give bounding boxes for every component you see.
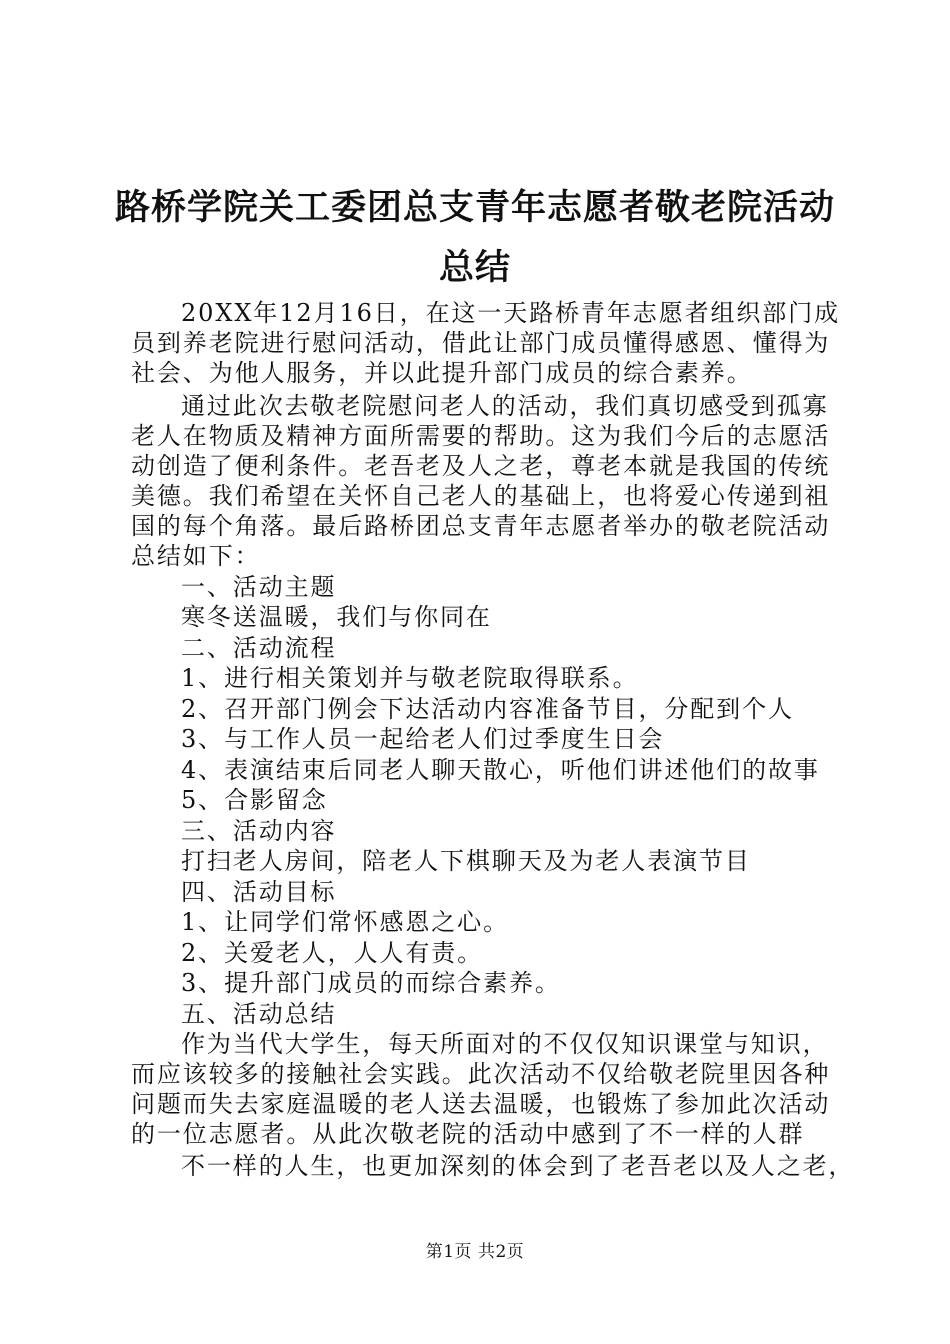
body-line: 打扫老人房间，陪老人下棋聊天及为老人表演节目 <box>181 847 751 875</box>
list-item: 2、关爱老人，人人有责。 <box>181 939 484 967</box>
section-heading: 一、活动主题 <box>181 573 337 601</box>
document-title-line-1: 路桥学院关工委团总支青年志愿者敬老院活动 <box>114 188 835 228</box>
body-line: 作为当代大学生，每天所面对的不仅仅知识课堂与知识， <box>181 1030 829 1058</box>
section-heading: 四、活动目标 <box>181 878 337 906</box>
body-line: 的一位志愿者。从此次敬老院的活动中感到了不一样的人群 <box>131 1120 805 1148</box>
body-line: 20XX年12月16日，在这一天路桥青年志愿者组织部门成 <box>181 299 840 327</box>
body-line: 老人在物质及精神方面所需要的帮助。这为我们今后的志愿活 <box>131 422 831 450</box>
body-line: 社会、为他人服务，并以此提升部门成员的综合素养。 <box>131 359 753 387</box>
list-item: 1、进行相关策划并与敬老院取得联系。 <box>181 664 639 692</box>
section-heading: 三、活动内容 <box>181 817 337 845</box>
page-footer: 第1页 共2页 <box>425 1242 525 1262</box>
list-item: 5、合影留念 <box>181 786 328 814</box>
body-line: 动创造了便利条件。老吾老及人之老，尊老本就是我国的传统 <box>131 452 831 480</box>
body-line: 不一样的人生，也更加深刻的体会到了老吾老以及人之老， <box>181 1152 855 1180</box>
list-item: 3、提升部门成员的而综合素养。 <box>181 969 561 997</box>
section-heading: 五、活动总结 <box>181 1000 337 1028</box>
body-line: 美德。我们希望在关怀自己老人的基础上，也将爱心传递到祖 <box>131 482 831 510</box>
body-line: 通过此次去敬老院慰问老人的活动，我们真切感受到孤寡 <box>181 392 829 420</box>
body-line: 国的每个角落。最后路桥团总支青年志愿者举办的敬老院活动 <box>131 512 831 540</box>
body-line: 寒冬送温暖，我们与你同在 <box>181 603 492 631</box>
list-item: 4、表演结束后同老人聊天散心，听他们讲述他们的故事 <box>181 756 820 784</box>
list-item: 2、召开部门例会下达活动内容准备节目，分配到个人 <box>181 695 794 723</box>
list-item: 3、与工作人员一起给老人们过季度生日会 <box>181 725 665 753</box>
body-line: 问题而失去家庭温暖的老人送去温暖，也锻炼了参加此次活动 <box>131 1090 831 1118</box>
section-heading: 二、活动流程 <box>181 634 337 662</box>
body-line: 总结如下： <box>131 542 261 570</box>
body-line: 而应该较多的接触社会实践。此次活动不仅给敬老院里因各种 <box>131 1060 831 1088</box>
list-item: 1、让同学们常怀感恩之心。 <box>181 908 509 936</box>
body-line: 员到养老院进行慰问活动，借此让部门成员懂得感恩、懂得为 <box>131 329 831 357</box>
document-title-line-2: 总结 <box>438 248 511 288</box>
